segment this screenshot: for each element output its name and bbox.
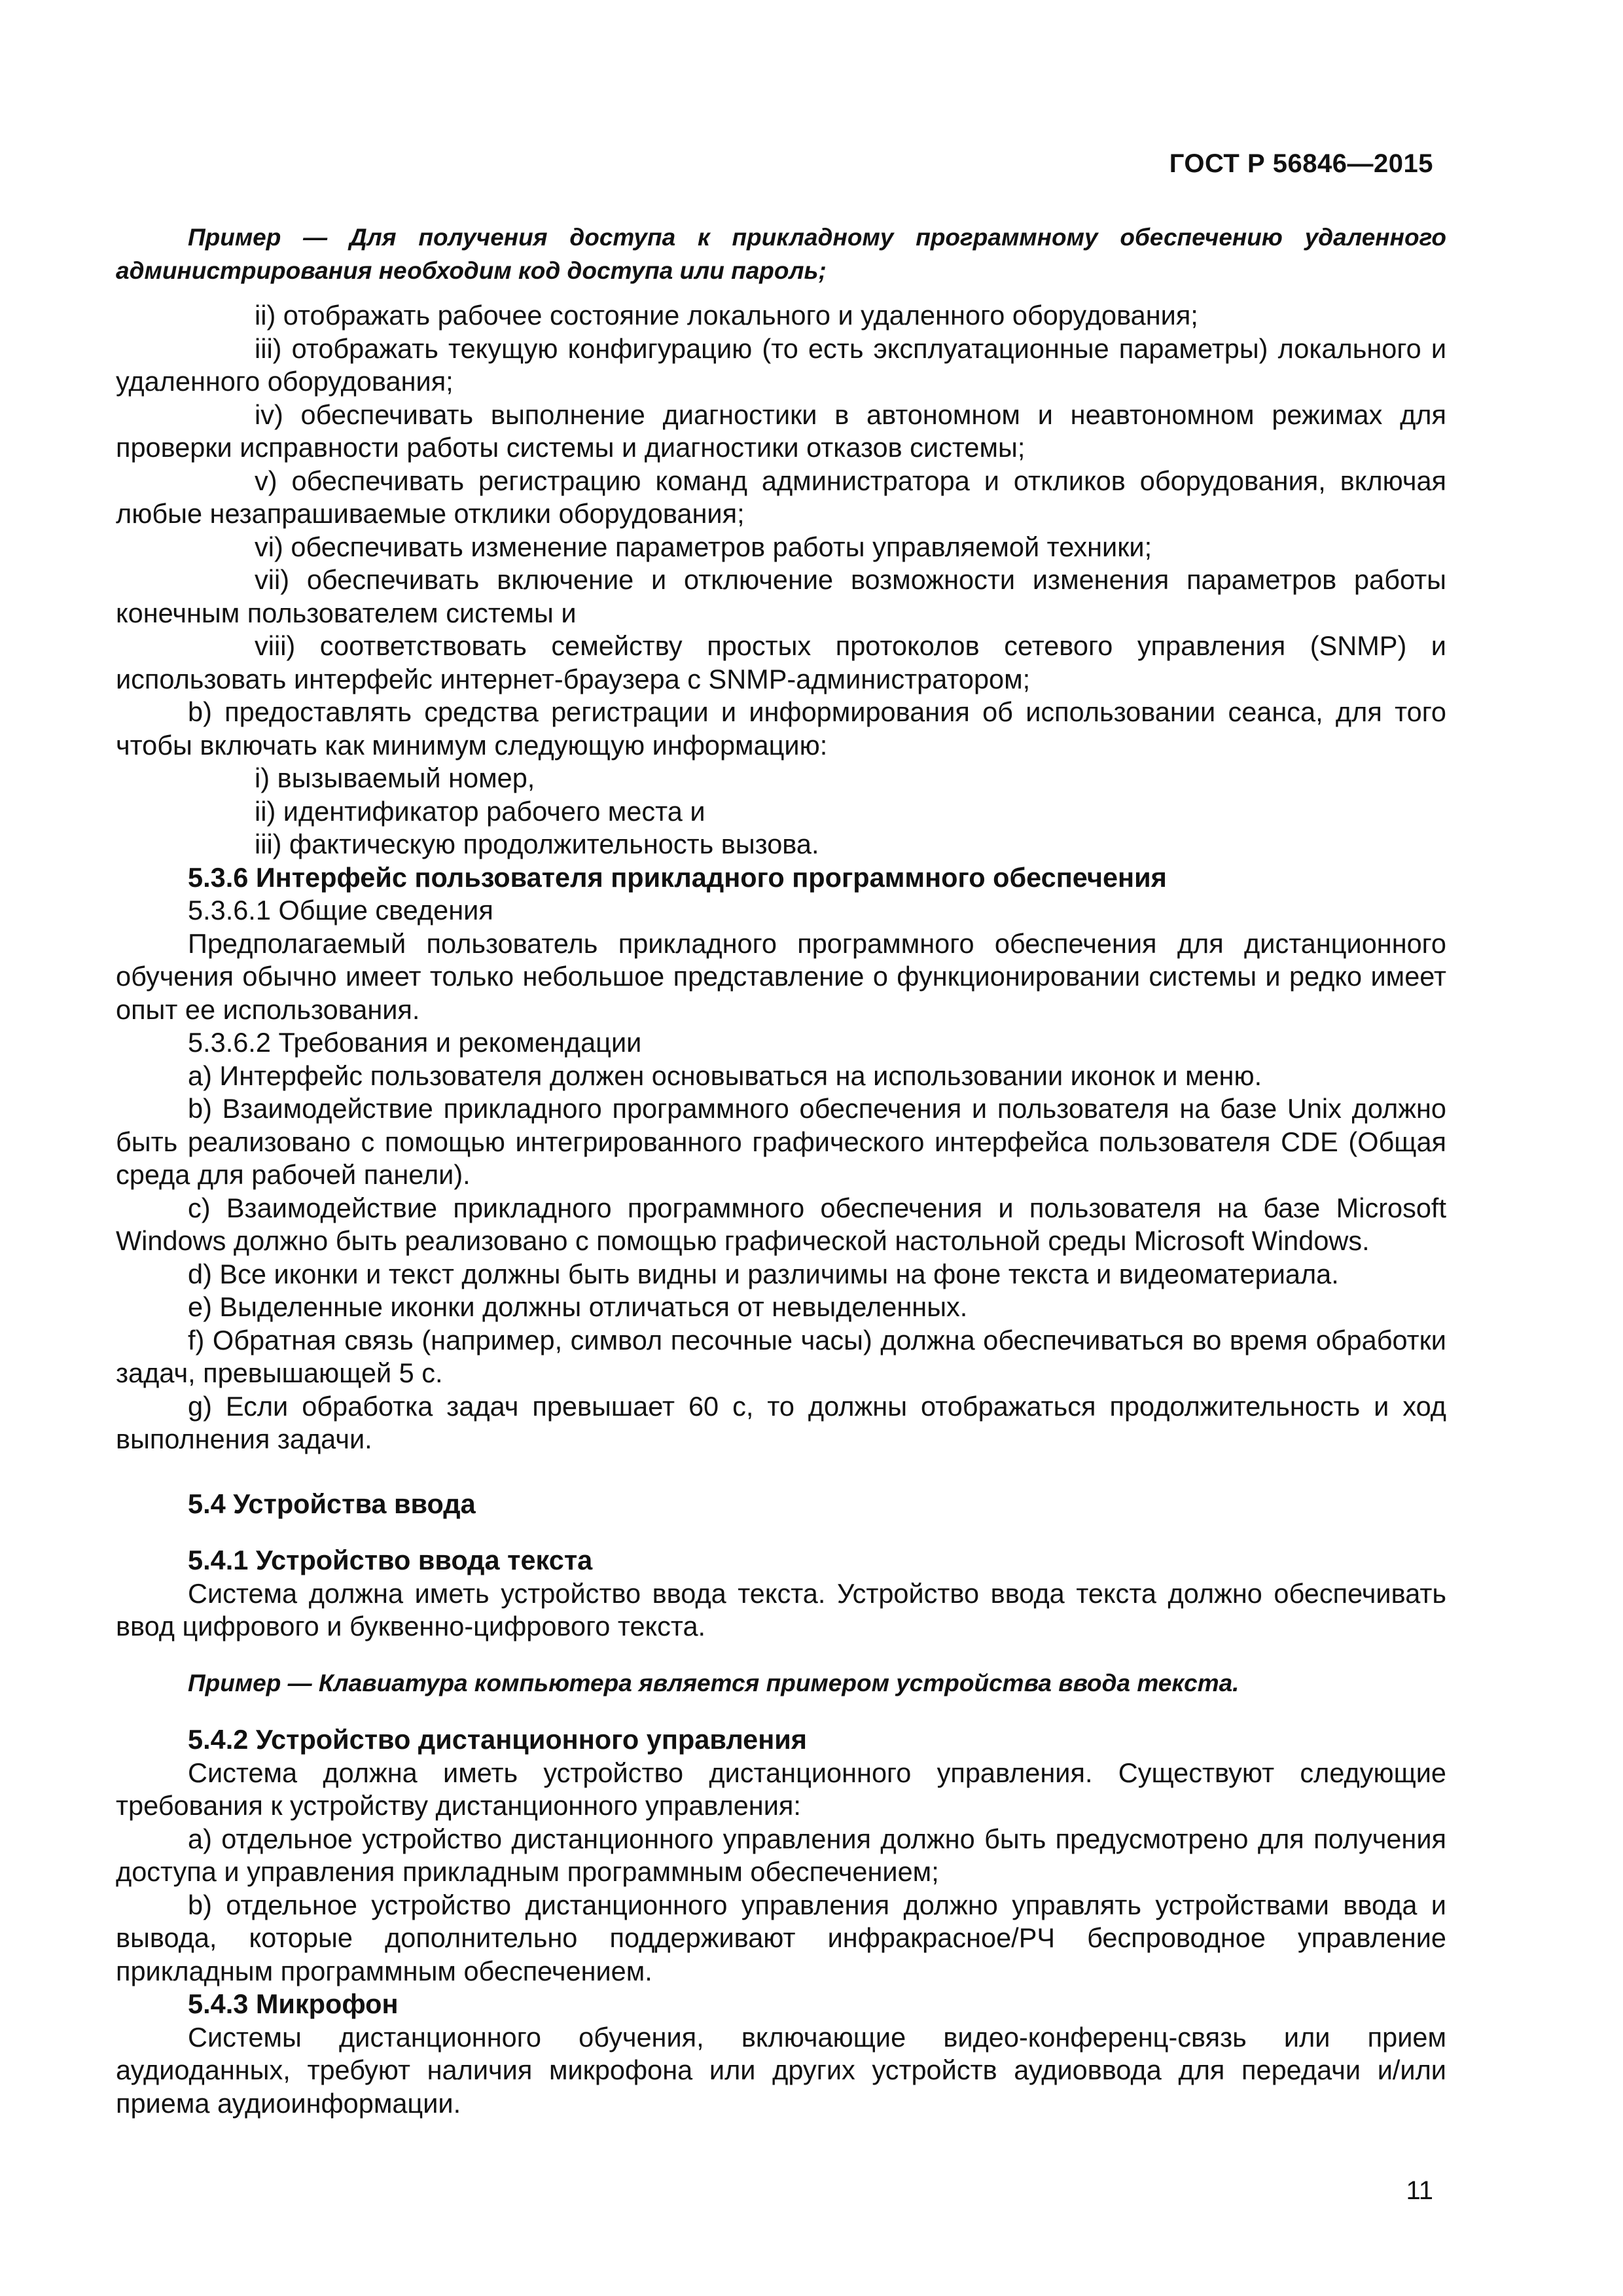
example-note: Пример — Клавиатура компьютера является примером устройства ввода текста. [188, 1669, 1240, 1696]
list-item: viii) соответствовать семейству простых протоколов сетевого управления (SNMP) и использовать интерфейс интернет-браузера с SNMP-администратором; [116, 630, 1446, 694]
section-heading: 5.4 Устройства ввода [188, 1488, 476, 1519]
list-item: a) отдельное устройство дистанционного управления должно быть предусмотрено для получения доступа и управления прикладным программным обеспечением; [116, 1823, 1446, 1887]
subsection-title: 5.3.6.2 Требования и рекомендации [188, 1027, 642, 1058]
list-item: e) Выделенные иконки должны отличаться от невыделенных. [188, 1291, 968, 1322]
list-item: i) вызываемый номер, [255, 762, 535, 793]
list-item: ii) отображать рабочее состояние локального и удаленного оборудования; [255, 300, 1198, 331]
paragraph: Предполагаемый пользователь прикладного программного обеспечения для дистанционного обучения обычно имеет только небольшое представление о функционировании системы и редко имеет опыт ее использования. [116, 927, 1446, 1025]
section-heading: 5.4.2 Устройство дистанционного управления [188, 1724, 808, 1755]
list-item: b) Взаимодействие прикладного программного обеспечения и пользователя на базе Unix должно быть реализовано с помощью интегрированного графического интерфейса пользователя CDE (Общая среда для рабочей панели). [116, 1093, 1446, 1190]
list-item: iv) обеспечивать выполнение диагностики в автономном и неавтономном режимах для проверки исправности работы системы и диагностики отказов системы; [116, 399, 1446, 463]
list-item: a) Интерфейс пользователя должен основываться на использовании иконок и меню. [188, 1060, 1262, 1091]
list-item: c) Взаимодействие прикладного программного обеспечения и пользователя на базе Microsoft Windows должно быть реализовано с помощью графической настольной среды Microsoft Windows. [116, 1192, 1446, 1256]
page-number: 11 [1406, 2176, 1433, 2205]
list-item: b) предоставлять средства регистрации и информирования об использовании сеанса, для того чтобы включать как минимум следующую информацию: [116, 696, 1446, 761]
list-item: g) Если обработка задач превышает 60 с, то должны отображаться продолжительность и ход выполнения задачи. [116, 1390, 1446, 1454]
list-item: iii) фактическую продолжительность вызова. [255, 829, 819, 859]
list-item: v) обеспечивать регистрацию команд администратора и откликов оборудования, включая любые незапрашиваемые отклики оборудования; [116, 465, 1446, 529]
list-item: b) отдельное устройство дистанционного управления должно управлять устройствами ввода и вывода, которые дополнительно поддерживают инфракрасное/РЧ беспроводное управление прикладным программным обеспечением. [116, 1889, 1446, 1986]
list-item: vi) обеспечивать изменение параметров работы управляемой техники; [255, 531, 1152, 562]
list-item: f) Обратная связь (например, символ песочные часы) должна обеспечиваться во время обработки задач, превышающей 5 с. [116, 1324, 1446, 1388]
paragraph: Система должна иметь устройство дистанционного управления. Существуют следующие требования к устройству дистанционного управления: [116, 1757, 1446, 1821]
example-note: Пример — Для получения доступа к прикладному программному обеспечению удаленного администрирования необходим код доступа или пароль; [116, 224, 1446, 284]
document-id-header: ГОСТ Р 56846—2015 [1169, 149, 1433, 178]
list-item: d) Все иконки и текст должны быть видны и различимы на фоне текста и видеоматериала. [188, 1258, 1339, 1289]
page-body [116, 221, 1446, 2120]
paragraph: Система должна иметь устройство ввода текста. Устройство ввода текста должно обеспечивать ввод цифрового и буквенно-цифрового текста. [116, 1577, 1446, 1641]
list-item: ii) идентификатор рабочего места и [255, 795, 705, 827]
paragraph: Системы дистанционного обучения, включающие видео-конференц-связь или прием аудиоданных, требуют наличия микрофона или других устройств аудиоввода для передачи и/или приема аудиоинформации. [116, 2021, 1446, 2119]
subsection-title: 5.3.6.1 Общие сведения [188, 895, 493, 925]
section-heading: 5.4.1 Устройство ввода текста [188, 1545, 593, 1575]
section-heading: 5.3.6 Интерфейс пользователя прикладного программного обеспечения [188, 861, 1167, 893]
list-item: vii) обеспечивать включение и отключение возможности изменения параметров работы конечным пользователем системы и [116, 564, 1446, 628]
list-item: iii) отображать текущую конфигурацию (то есть эксплуатационные параметры) локального и удаленного оборудования; [116, 332, 1446, 397]
section-heading: 5.4.3 Микрофон [188, 1988, 399, 2019]
